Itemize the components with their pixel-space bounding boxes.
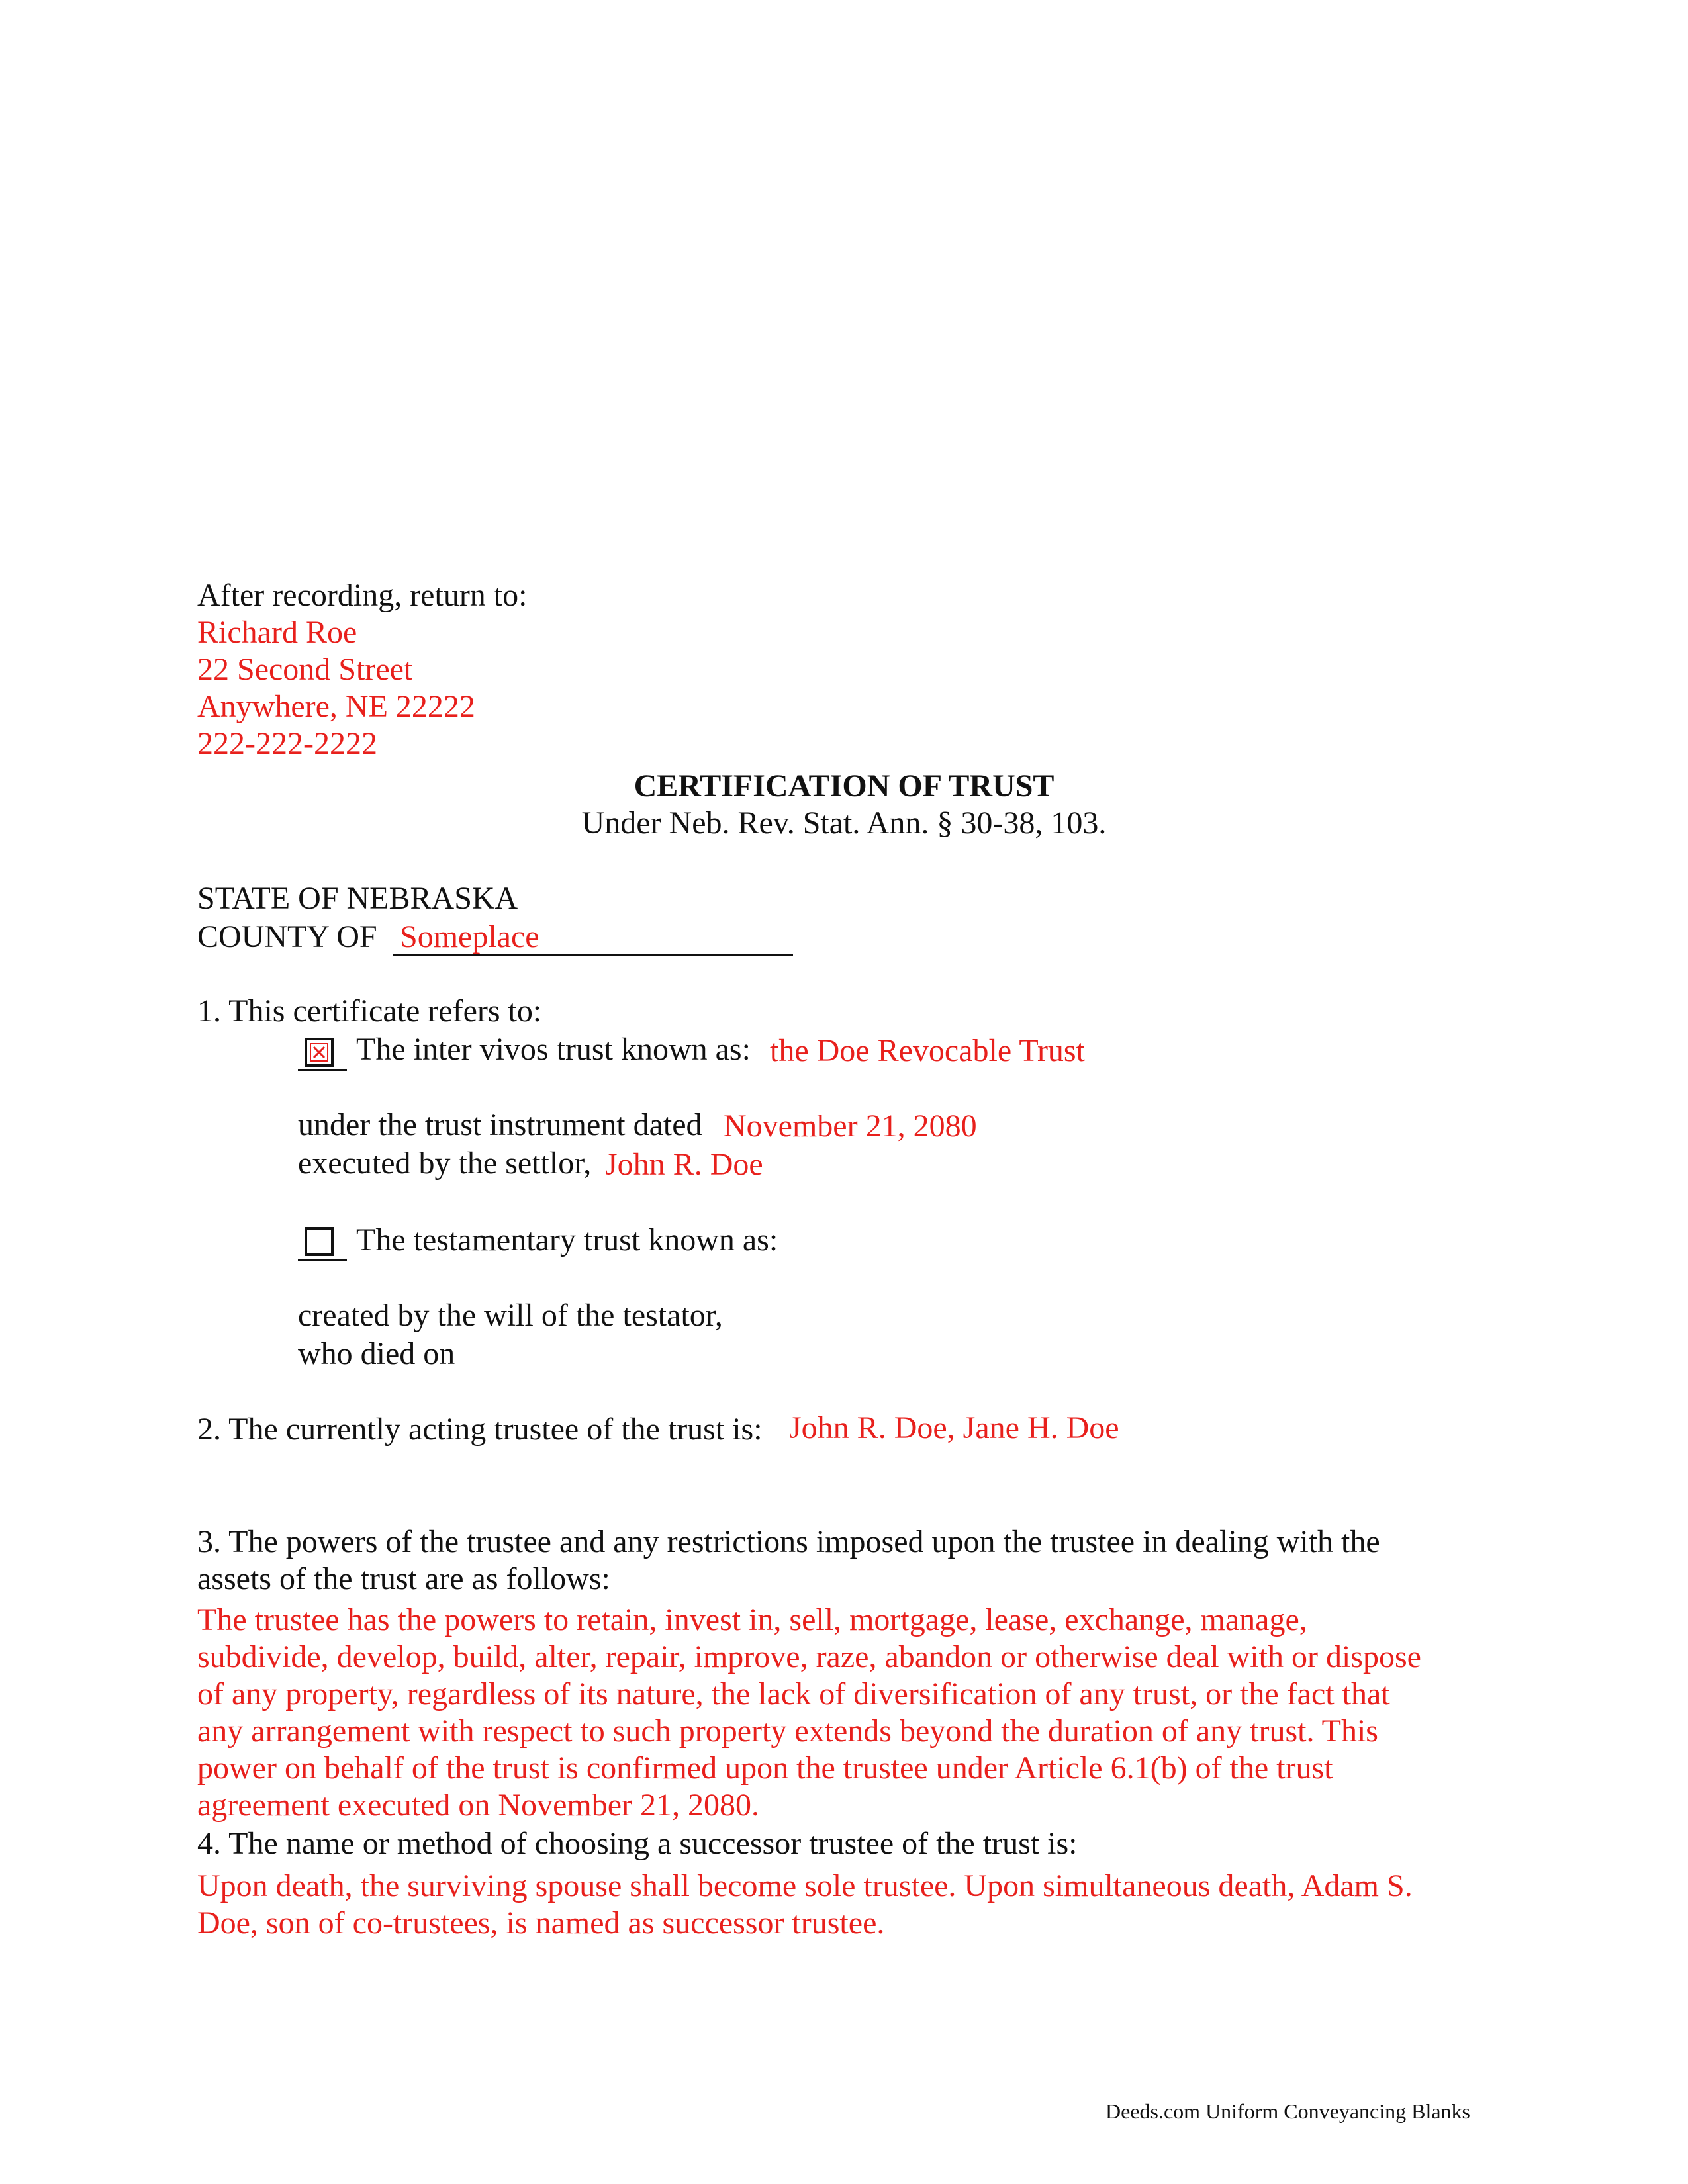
inter-vivos-value[interactable]: the Doe Revocable Trust xyxy=(770,1033,1085,1068)
testamentary-checkbox-underline xyxy=(298,1259,347,1261)
successor-line: Doe, son of co-trustees, is named as successor trustee. xyxy=(197,1905,885,1940)
inter-vivos-checkbox-underline xyxy=(298,1069,347,1071)
successor-trustee-text[interactable] xyxy=(197,1868,1413,1942)
testamentary-checkbox[interactable] xyxy=(305,1227,334,1256)
settlor-value[interactable]: John R. Doe xyxy=(605,1147,763,1182)
trust-dated-value[interactable]: November 21, 2080 xyxy=(724,1109,977,1144)
document-title: CERTIFICATION OF TRUST xyxy=(633,768,1055,803)
page-footer: Deeds.com Uniform Conveyancing Blanks xyxy=(1105,2099,1470,2123)
died-on-label: who died on xyxy=(298,1336,455,1371)
county-value[interactable]: Someplace xyxy=(400,919,539,954)
inter-vivos-checkbox[interactable] xyxy=(305,1038,334,1067)
document-subtitle: Under Neb. Rev. Stat. Ann. § 30-38, 103. xyxy=(581,805,1107,841)
return-to-city: Anywhere, NE 22222 xyxy=(197,689,475,724)
testator-label: created by the will of the testator, xyxy=(298,1298,723,1333)
return-to-phone: 222-222-2222 xyxy=(197,726,377,761)
trustee-value[interactable]: John R. Doe, Jane H. Doe xyxy=(789,1410,1119,1445)
powers-line: power on behalf of the trust is confirmed upon the trustee under Article 6.1(b) of the trust xyxy=(197,1751,1333,1786)
powers-line: agreement executed on November 21, 2080. xyxy=(197,1788,760,1823)
inter-vivos-label: The inter vivos trust known as: xyxy=(356,1032,751,1067)
powers-line: any arrangement with respect to such property extends beyond the duration of any trust. This xyxy=(197,1713,1378,1749)
return-to-block xyxy=(197,577,527,762)
powers-line: of any property, regardless of its nature, the lack of diversification of any trust, or the fact that xyxy=(197,1676,1390,1711)
item4-label: 4. The name or method of choosing a successor trustee of the trust is: xyxy=(197,1826,1078,1861)
testamentary-label: The testamentary trust known as: xyxy=(356,1222,778,1257)
trust-dated-label: under the trust instrument dated xyxy=(298,1107,702,1142)
item1-heading: 1. This certificate refers to: xyxy=(197,993,542,1028)
settlor-label: executed by the settlor, xyxy=(298,1146,592,1181)
powers-line: The trustee has the powers to retain, invest in, sell, mortgage, lease, exchange, manage, xyxy=(197,1602,1307,1637)
return-to-name: Richard Roe xyxy=(197,615,357,650)
trustee-powers-text[interactable] xyxy=(197,1602,1421,1824)
item3-label-line1: 3. The powers of the trustee and any restrictions imposed upon the trustee in dealing with the xyxy=(197,1524,1380,1559)
return-to-label: After recording, return to: xyxy=(197,578,528,613)
powers-line: subdivide, develop, build, alter, repair, improve, raze, abandon or otherwise deal with or dispose xyxy=(197,1639,1421,1674)
checked-x-icon xyxy=(310,1043,328,1062)
item2-label: 2. The currently acting trustee of the trust is: xyxy=(197,1412,763,1447)
item3-label-line2: assets of the trust are as follows: xyxy=(197,1561,610,1596)
successor-line: Upon death, the surviving spouse shall become sole trustee. Upon simultaneous death, Adam S. xyxy=(197,1868,1413,1903)
return-to-street: 22 Second Street xyxy=(197,652,413,687)
state-line: STATE OF NEBRASKA xyxy=(197,881,518,916)
county-label: COUNTY OF xyxy=(197,919,377,954)
